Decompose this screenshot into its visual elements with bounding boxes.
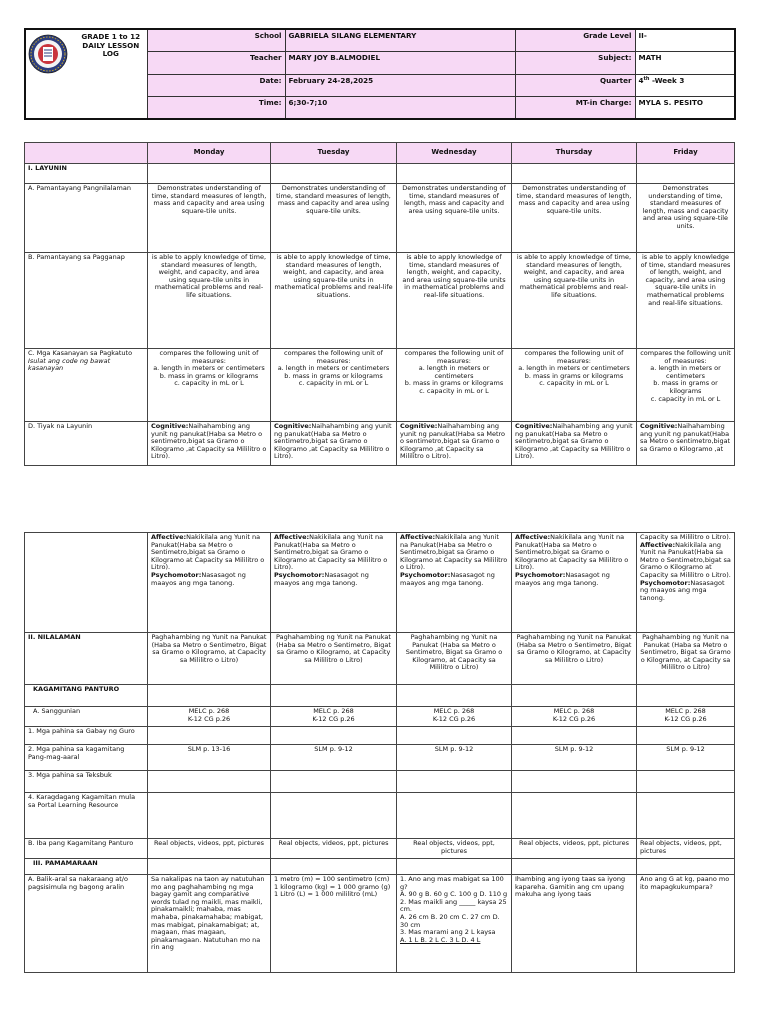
affective-cell: Affective:Nakikilala ang Yunit na Panukat(Haba sa Metro o Sentimetro,bigat sa Gramo o Kilogramo at Capacity sa Mililitro o Litro). Psychomotor:Nasasagot ng maayos ang mga tanong.: [512, 533, 637, 633]
row-d-label: D. Tiyak na Layunin: [25, 422, 148, 466]
objective-continued-label: [25, 533, 148, 633]
teksbuk-label: 3. Mga pahina sa Teksbuk: [25, 771, 148, 793]
objective-cell: Cognitive:Naihahambing ang yunit ng panukat(Haba sa Metro o sentimetro,bigat sa Gramo o Kilogramo ,at Capacity sa Mililitro o Litro).: [271, 422, 397, 466]
content-cell: Paghahambing ng Yunit na Panukat (Haba sa Metro o Sentimetro, Bigat sa Gramo o Kilogramo, at Capacity sa Mililitro o Litro): [397, 633, 512, 685]
row-c-label: [25, 349, 148, 422]
competency-cell: compares the following unit of measures: a. length in meters or centimeters b. mass in grams or kilograms c. capacity in mL or L: [512, 349, 637, 422]
balik-aral-friday: Ano ang G at kg, paano mo ito mapagkukumpara?: [637, 875, 735, 973]
teacher-label: Teacher: [147, 52, 285, 75]
title-line-3: LOG: [102, 49, 119, 58]
school-value: GABRIELA SILANG ELEMENTARY: [285, 29, 515, 52]
row-b-label: B. Pamantayang sa Pagganap: [25, 253, 148, 349]
pamamaraan-heading: III. PAMAMARAAN: [25, 859, 148, 875]
lm-label: 2. Mga pahina sa kagamitang Pang-mag-aaral: [25, 745, 148, 771]
subject-value: MATH: [635, 52, 735, 75]
subject-label: Subject:: [515, 52, 635, 75]
content-cell: Paghahambing ng Yunit na Panukat (Haba sa Metro o Sentimetro, Bigat sa Gramo o Kilogramo, at Capacity sa Mililitro o Litro): [148, 633, 271, 685]
materials-cell: Real objects, videos, ppt, pictures: [397, 839, 512, 859]
affective-cell: Affective:Nakikilala ang Yunit na Panukat(Haba sa Metro o Sentimetro,bigat sa Gramo o Kilogramo at Capacity sa Mililitro o Litro). Psychomotor:Nasasagot ng maayos ang mga tanong.: [397, 533, 512, 633]
affective-cell: Capacity sa Mililitro o Litro). Affective:Nakikilala ang Yunit na Panukat(Haba sa Metro o Sentimetro,bigat sa Gramo o Kilogramo at Capacity sa Mililitro o Litro). Psychomotor:Nasasagot ng maayos ang mga tanong.: [637, 533, 735, 633]
objective-cell: Cognitive:Naihahambing ang yunit ng panukat(Haba sa Metro o sentimetro,bigat sa Gramo o Kilogramo ,at Capacity sa Mililitro o Litro).: [397, 422, 512, 466]
grade-label: Grade Level: [515, 29, 635, 52]
balik-aral-tuesday: 1 metro (m) = 100 sentimetro (cm) 1 kilogramo (kg) = 1 000 gramo (g) 1 Litro (L) = 1 000 mililitro (mL): [271, 875, 397, 973]
mt-label: MT-in Charge:: [515, 97, 635, 120]
competency-sublabel: Isulat ang code ng bawat kasanayan: [28, 356, 111, 373]
title-line-2: DAILY LESSON: [82, 40, 140, 50]
materials-cell: Real objects, videos, ppt, pictures: [512, 839, 637, 859]
kagamitan-heading: KAGAMITANG PANTURO: [25, 685, 148, 707]
content-standard-cell: Demonstrates understanding of time, standard measures of length, mass and capacity and area using square-tile units.: [397, 184, 512, 253]
header-table: [24, 28, 736, 120]
content-table: [24, 532, 735, 973]
affective-cell: Affective:Nakikilala ang Yunit na Panukat(Haba sa Metro o Sentimetro,bigat sa Gramo o Kilogramo at Capacity sa Mililitro o Litro). Psychomotor:Nasasagot ng maayos ang mga tanong.: [271, 533, 397, 633]
slm-cell: SLM p. 9-12: [512, 745, 637, 771]
dll-title: [75, 29, 147, 119]
balik-aral-wednesday: 1. Ano ang mas mabigat sa 100 g? A. 90 g B. 60 g C. 100 g D. 110 g 2. Mas maikli ang _____ kaysa 25 cm. A. 26 cm B. 20 cm C. 27 cm D. 30 cm 3. Mas marami ang 2 L kaysa A. 1 L B. 2 L C. 3 L D. 4 L: [397, 875, 512, 973]
deped-seal-icon: [28, 34, 68, 74]
teacher-value: MARY JOY B.ALMODIEL: [285, 52, 515, 75]
reference-cell: MELC p. 268 K-12 CG p.26: [397, 707, 512, 727]
performance-standard-cell: is able to apply knowledge of time, standard measures of length, weight, and capacity, and area using square-tile units in mathematical problems and real-life situations.: [148, 253, 271, 349]
content-cell: Paghahambing ng Yunit na Panukat (Haba sa Metro o Sentimetro, Bigat sa Gramo o Kilogramo, at Capacity sa Mililitro o Litro): [512, 633, 637, 685]
karagdagang-label: 4. Karagdagang Kagamitan mula sa Portal Learning Resource: [25, 793, 148, 839]
content-cell: Paghahambing ng Yunit na Panukat (Haba sa Metro o Sentimetro, Bigat sa Gramo o Kilogramo, at Capacity sa Mililitro o Litro): [271, 633, 397, 685]
day-header-monday: Monday: [148, 143, 271, 164]
slm-cell: SLM p. 9-12: [271, 745, 397, 771]
layunin-heading: I. LAYUNIN: [25, 164, 148, 184]
content-standard-cell: Demonstrates understanding of time, standard measures of length, mass and capacity and area using square-tile units.: [271, 184, 397, 253]
day-header-friday: Friday: [637, 143, 735, 164]
quarter-label: Quarter: [515, 74, 635, 97]
gabay-label: 1. Mga pahina sa Gabay ng Guro: [25, 727, 148, 745]
title-line-1: GRADE 1 to 12: [81, 32, 141, 41]
performance-standard-cell: is able to apply knowledge of time, standard measures of length, weight, and capacity, and area using square-tile units in mathematical problems and real-life situations.: [637, 253, 735, 349]
grade-value: II-: [635, 29, 735, 52]
quarter-number: 4: [638, 75, 644, 85]
quarter-suffix: th: [643, 75, 650, 82]
competency-label: C. Mga Kasanayan sa Pagkatuto: [28, 349, 133, 357]
school-label: School: [147, 29, 285, 52]
date-value: February 24-28,2025: [285, 74, 515, 97]
iba-label: B. Iba pang Kagamitang Panturo: [25, 839, 148, 859]
day-header-tuesday: Tuesday: [271, 143, 397, 164]
mt-value: MYLA S. PESITO: [635, 97, 735, 120]
time-value: 6;30-7;10: [285, 97, 515, 120]
objective-cell: Cognitive:Naihahambing ang yunit ng panukat(Haba sa Metro o sentimetro,bigat sa Gramo o Kilogramo ,at Capacity sa Mililitro o Litro).: [512, 422, 637, 466]
competency-cell: compares the following unit of measures: a. length in meters or centimeters b. mass in grams or kilograms c. capacity in mL or L: [397, 349, 512, 422]
content-standard-cell: Demonstrates understanding of time, standard measures of length, mass and capacity and area using square-tile units.: [512, 184, 637, 253]
performance-standard-cell: is able to apply knowledge of time, standard measures of length, weight, and capacity, and area using square-tile units in mathematical problems and real-life situations.: [397, 253, 512, 349]
slm-cell: SLM p. 9-12: [637, 745, 735, 771]
balik-aral-thursday: Ihambing ang iyong taas sa iyong kapareha. Gamitin ang cm upang makuha ang iyong taas: [512, 875, 637, 973]
objectives-table: [24, 142, 735, 466]
corner-cell: [25, 143, 148, 164]
reference-cell: MELC p. 268 K-12 CG p.26: [271, 707, 397, 727]
objective-cell: Cognitive:Naihahambing ang yunit ng panukat(Haba sa Metro o sentimetro,bigat sa Gramo o Kilogramo ,at Capacity sa Mililitro o Litro).: [148, 422, 271, 466]
slm-cell: SLM p. 9-12: [397, 745, 512, 771]
competency-cell: compares the following unit of measures: a. length in meters or centimeters b. mass in grams or kilograms c. capacity in mL or L: [637, 349, 735, 422]
nilalaman-heading: II. NILALAMAN: [25, 633, 148, 685]
objective-cell: Cognitive:Naihahambing ang yunit ng panukat(Haba sa Metro o sentimetro,bigat sa Gramo o Kilogramo ,at: [637, 422, 735, 466]
time-label: Time:: [147, 97, 285, 120]
performance-standard-cell: is able to apply knowledge of time, standard measures of length, weight, and capacity, and area using square-tile units in mathematical problems and real-life situations.: [271, 253, 397, 349]
reference-cell: MELC p. 268 K-12 CG p.26: [637, 707, 735, 727]
day-header-wednesday: Wednesday: [397, 143, 512, 164]
balik-aral-label: A. Balik-aral sa nakaraang at/o pagsisimula ng bagong aralin: [25, 875, 148, 973]
competency-cell: compares the following unit of measures: a. length in meters or centimeters b. mass in grams or kilograms c. capacity in mL or L: [271, 349, 397, 422]
affective-cell: Affective:Nakikilala ang Yunit na Panukat(Haba sa Metro o Sentimetro,bigat sa Gramo o Kilogramo at Capacity sa Mililitro o Litro). Psychomotor:Nasasagot ng maayos ang mga tanong.: [148, 533, 271, 633]
balik-aral-monday: Sa nakalipas na taon ay natutuhan mo ang paghahambing ng mga bagay gamit ang comparative words tulad ng maikli, mas maikli, pinakamaikli; mahaba, mas mahaba, pinakamahaba; mabigat, mas mabigat, pinakamabigat; at, magaan, mas magaan, pinakamagaan. Natutuhan mo na rin ang: [148, 875, 271, 973]
content-standard-cell: Demonstrates understanding of time, standard measures of length, mass and capacity and area using square-tile units.: [637, 184, 735, 253]
materials-cell: Real objects, videos, ppt, pictures: [637, 839, 735, 859]
competency-cell: compares the following unit of measures: a. length in meters or centimeters b. mass in grams or kilograms c. capacity in mL or L: [148, 349, 271, 422]
reference-cell: MELC p. 268 K-12 CG p.26: [148, 707, 271, 727]
quarter-week: -Week 3: [649, 75, 685, 85]
performance-standard-cell: is able to apply knowledge of time, standard measures of length, weight, and capacity, and area using square-tile units in mathematical problems and real-life situations.: [512, 253, 637, 349]
materials-cell: Real objects, videos, ppt, pictures: [271, 839, 397, 859]
day-header-thursday: Thursday: [512, 143, 637, 164]
materials-cell: Real objects, videos, ppt, pictures: [148, 839, 271, 859]
slm-cell: SLM p. 13-16: [148, 745, 271, 771]
content-cell: Paghahambing ng Yunit na Panukat (Haba sa Metro o Sentimetro, Bigat sa Gramo o Kilogramo, at Capacity sa Mililitro o Litro): [637, 633, 735, 685]
content-standard-cell: Demonstrates understanding of time, standard measures of length, mass and capacity and area using square-tile units.: [148, 184, 271, 253]
date-label: Date:: [147, 74, 285, 97]
quarter-value: [635, 74, 735, 97]
sanggunian-label: A. Sanggunian: [25, 707, 148, 727]
reference-cell: MELC p. 268 K-12 CG p.26: [512, 707, 637, 727]
deped-logo-cell: [25, 29, 75, 119]
row-a-label: A. Pamantayang Pangnilalaman: [25, 184, 148, 253]
